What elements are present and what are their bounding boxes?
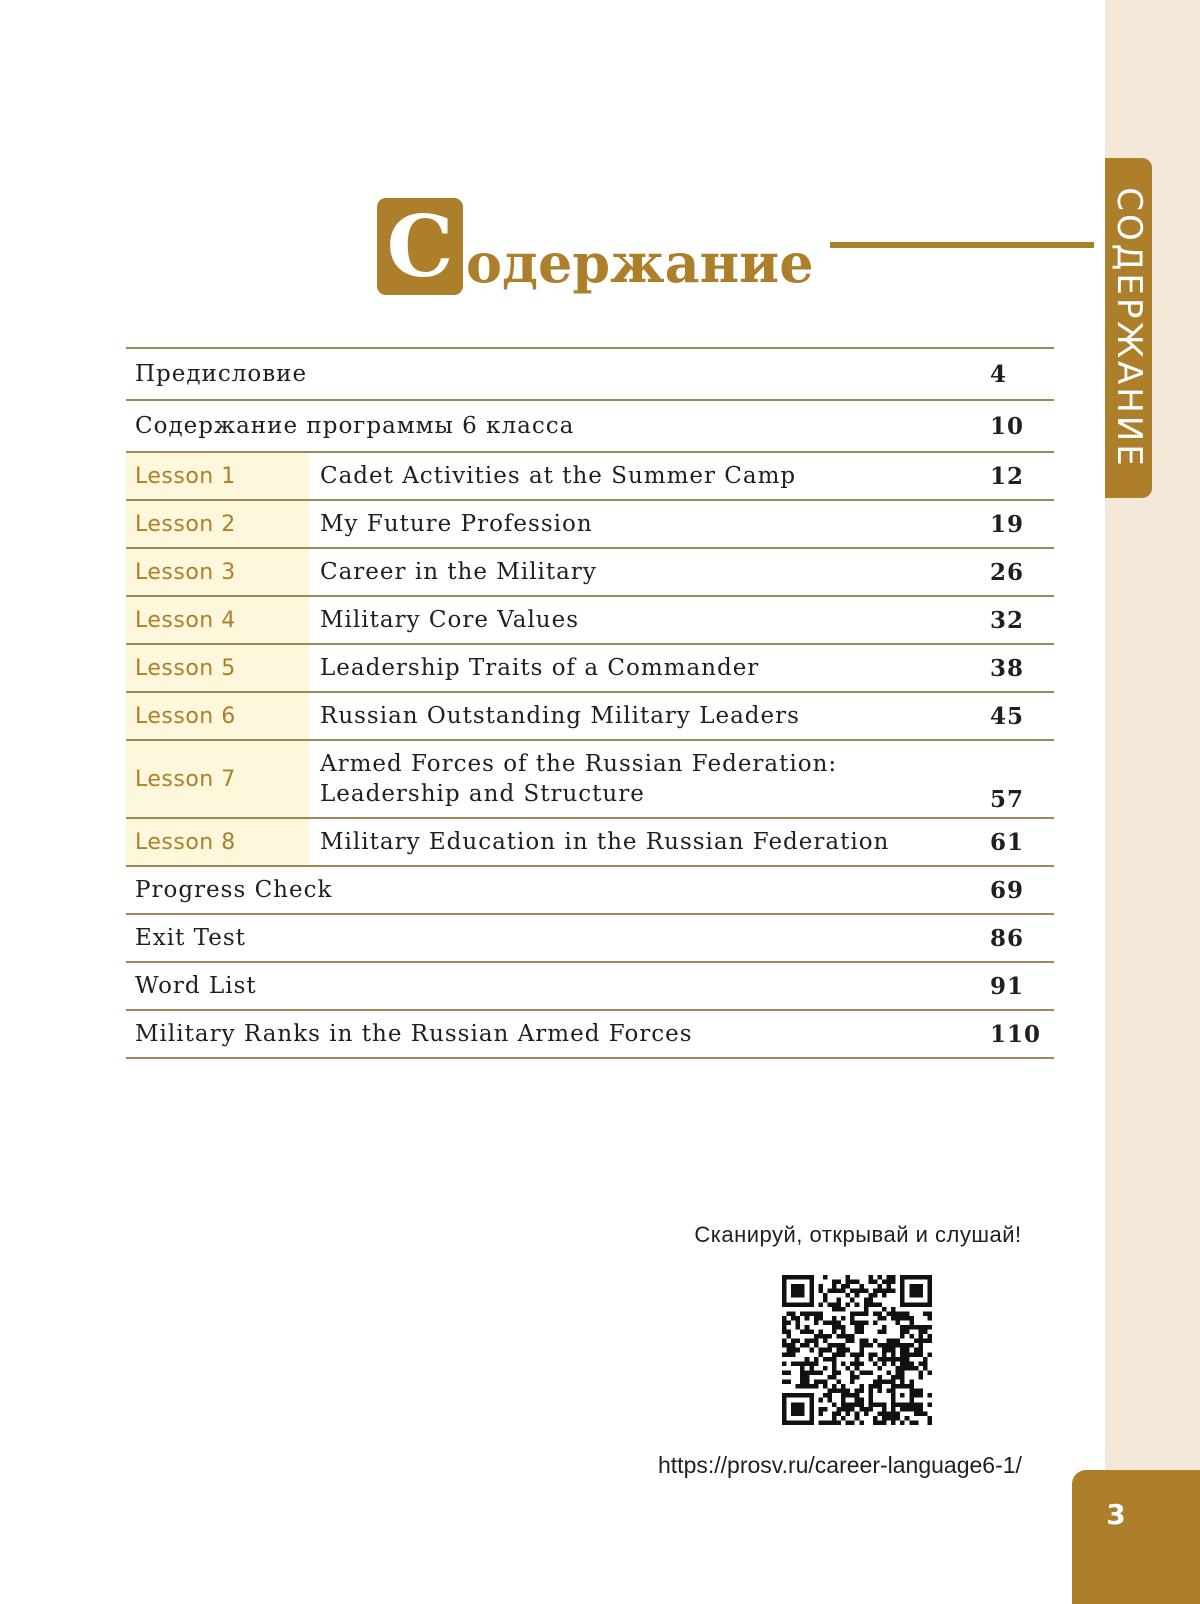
toc-title-line-2: Leadership and Structure — [320, 781, 645, 807]
lesson-label: Lesson 2 — [126, 501, 309, 547]
toc-row-lesson-4[interactable] — [126, 597, 1054, 645]
toc-row-military-ranks[interactable] — [126, 1011, 1054, 1059]
toc-row-lesson-3[interactable] — [126, 549, 1054, 597]
toc-row-lesson-5[interactable] — [126, 645, 1054, 693]
page-number: 3 — [1106, 1498, 1126, 1531]
page-number-badge — [1072, 1470, 1200, 1604]
toc-page: 86 — [990, 924, 1025, 952]
toc-title: Military Ranks in the Russian Armed Forces — [135, 1021, 693, 1047]
toc-row-exit-test[interactable] — [126, 915, 1054, 963]
toc-title-line-1: Armed Forces of the Russian Federation: — [320, 751, 838, 777]
side-tab-label: СОДЕРЖАНИЕ — [1109, 187, 1149, 469]
toc-title — [309, 741, 990, 817]
toc-title: My Future Profession — [320, 511, 593, 537]
toc-title: Cadet Activities at the Summer Camp — [320, 463, 797, 489]
toc-page: 61 — [990, 828, 1025, 856]
title-rest: одержание — [466, 231, 814, 295]
toc-title: Military Core Values — [320, 607, 580, 633]
lesson-label: Lesson 3 — [126, 549, 309, 595]
toc-row-lesson-6[interactable] — [126, 693, 1054, 741]
toc-page: 45 — [990, 702, 1025, 730]
toc-page: 10 — [990, 412, 1025, 440]
toc-title: Предисловие — [135, 361, 308, 387]
toc-page: 32 — [990, 606, 1025, 634]
toc-page: 57 — [990, 786, 1025, 813]
toc-title: Leadership Traits of a Commander — [320, 655, 760, 681]
lesson-label: Lesson 8 — [126, 819, 309, 865]
toc-title: Progress Check — [135, 877, 333, 903]
toc-row-preface[interactable] — [126, 349, 1054, 401]
toc-page: 4 — [990, 360, 1008, 388]
qr-url-link[interactable]: https://prosv.ru/career-language6-1/ — [658, 1452, 1022, 1478]
toc-title: Career in the Military — [320, 559, 597, 585]
toc-title: Содержание программы 6 класса — [135, 413, 575, 439]
toc-page: 69 — [990, 876, 1025, 904]
toc-title: Russian Outstanding Military Leaders — [320, 703, 800, 729]
toc-row-progress-check[interactable] — [126, 867, 1054, 915]
toc-page: 91 — [990, 972, 1025, 1000]
toc-title: Military Education in the Russian Federation — [320, 829, 890, 855]
qr-caption: Сканируй, открывай и слушай! — [694, 1222, 1022, 1247]
toc-row-lesson-2[interactable] — [126, 501, 1054, 549]
title-initial: С — [377, 198, 463, 295]
toc-page: 38 — [990, 654, 1025, 682]
lesson-label: Lesson 1 — [126, 453, 309, 499]
toc-row-lesson-8[interactable] — [126, 819, 1054, 867]
lesson-label: Lesson 4 — [126, 597, 309, 643]
lesson-label: Lesson 5 — [126, 645, 309, 691]
lesson-label: Lesson 6 — [126, 693, 309, 739]
toc-row-program[interactable] — [126, 401, 1054, 453]
table-of-contents — [126, 347, 1054, 1059]
toc-page: 19 — [990, 510, 1025, 538]
title-rule — [830, 242, 1094, 248]
toc-title: Word List — [135, 973, 257, 999]
toc-title: Exit Test — [135, 925, 246, 951]
toc-page: 110 — [990, 1020, 1042, 1048]
toc-page: 12 — [990, 462, 1025, 490]
toc-row-word-list[interactable] — [126, 963, 1054, 1011]
toc-page: 26 — [990, 558, 1025, 586]
toc-row-lesson-1[interactable] — [126, 453, 1054, 501]
toc-row-lesson-7[interactable] — [126, 741, 1054, 819]
lesson-label: Lesson 7 — [126, 741, 309, 817]
qr-code[interactable] — [782, 1275, 932, 1425]
